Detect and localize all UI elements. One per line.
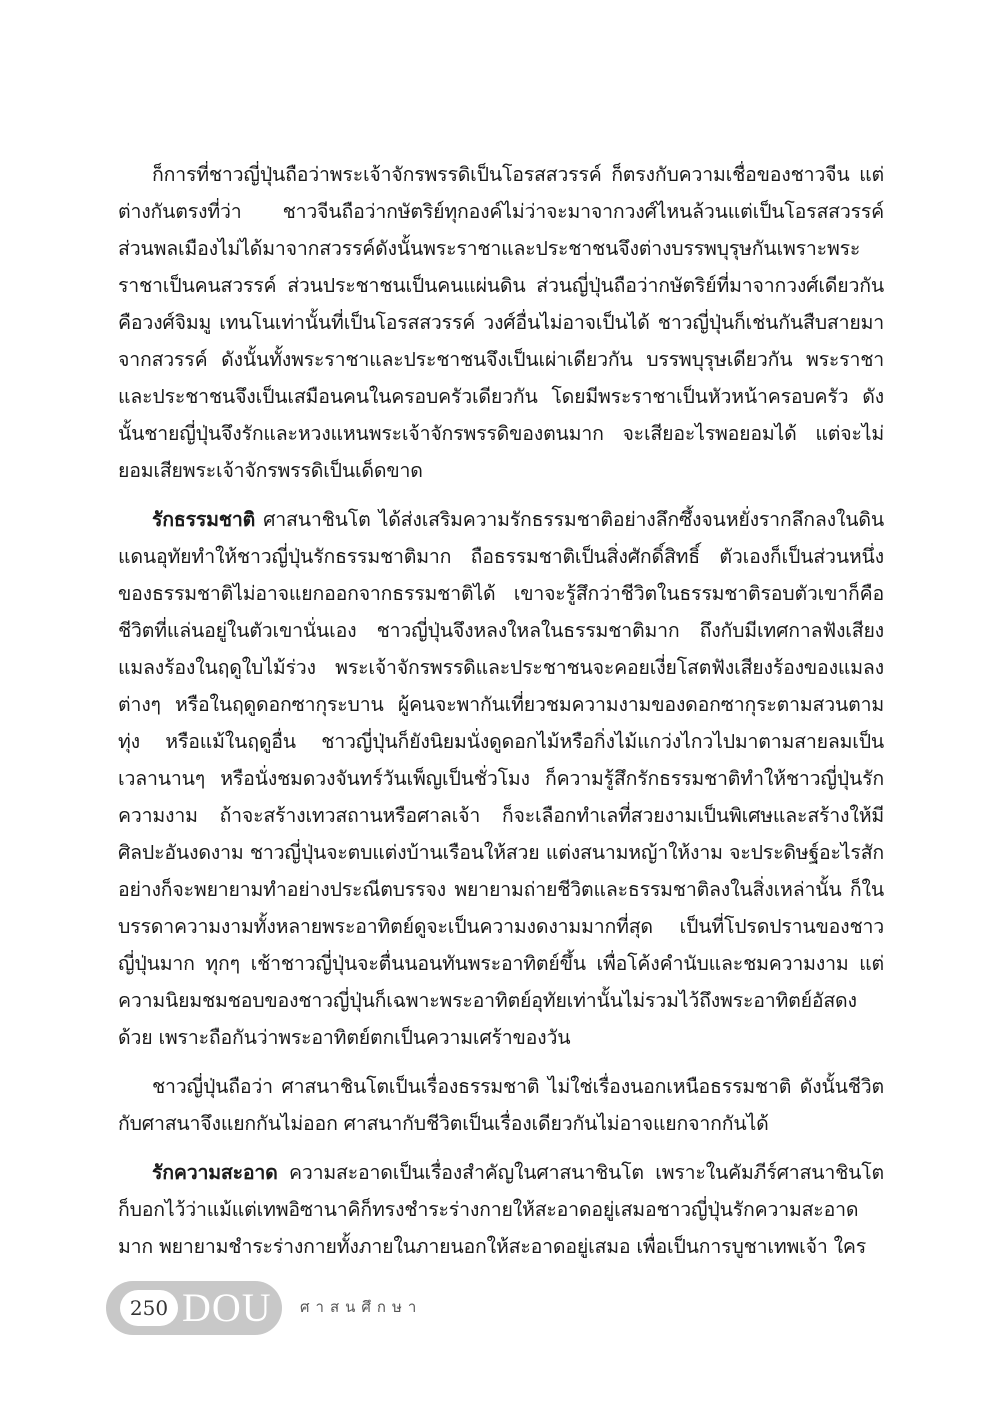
paragraph-love-of-cleanliness	[118, 1154, 884, 1265]
page-footer	[106, 1281, 706, 1335]
page-body	[118, 156, 884, 1273]
section-heading-love-of-cleanliness: รักความสะอาด	[152, 1161, 278, 1184]
course-title: ศาสนศึกษา	[300, 1298, 423, 1316]
paragraph-text: ความสะอาดเป็นเรื่องสำคัญในศาสนาชินโต เพราะในคัมภีร์ศาสนาชินโตก็บอกไว้ว่าแม้แต่เทพอิซานาคิก็ทรงชำระร่างกายให้สะอาดอยู่เสมอชาวญี่ปุ่นรักความสะอาดมาก พยายามชำระร่างกายทั้งภายในภายนอกให้สะอาดอยู่เสมอ เพื่อเป็นการบูชาเทพเจ้า ใคร	[118, 1161, 884, 1258]
section-heading-love-of-nature: รักธรรมชาติ	[152, 508, 256, 531]
page-number: 250	[120, 1290, 178, 1326]
paragraph-love-of-nature	[118, 501, 884, 1056]
paragraph-religion-and-life: ชาวญี่ปุ่นถือว่า ศาสนาชินโตเป็นเรื่องธรรมชาติ ไม่ใช่เรื่องนอกเหนือธรรมชาติ ดังนั้นชีวิตกับศาสนาจึงแยกกันไม่ออก ศาสนากับชีวิตเป็นเรื่องเดียวกันไม่อาจแยกจากกันได้	[118, 1075, 884, 1135]
paragraph-text: ศาสนาชินโต ได้ส่งเสริมความรักธรรมชาติอย่างลึกซึ้งจนหยั่งรากลึกลงในดินแดนอุทัยทำให้ชาวญี่ปุ่นรักธรรมชาติมาก ถือธรรมชาติเป็นสิ่งศักดิ์สิทธิ์ ตัวเองก็เป็นส่วนหนึ่งของธรรมชาติไม่อาจแยกออกจากธรรมชาติได้ เขาจะรู้สึกว่าชีวิตในธรรมชาติรอบตัวเขาก็คือชีวิตที่แล่นอยู่ในตัวเขานั่นเอง ชาวญี่ปุ่นจึงหลงใหลในธรรมชาติมาก ถึงกับมีเทศกาลฟังเสียงแมลงร้องในฤดูใบไม้ร่วง พระเจ้าจักรพรรดิและประชาชนจะคอยเงี่ยโสตฟังเสียงร้องของแมลงต่างๆ หรือในฤดูดอกซากุระบาน ผู้คนจะพากันเที่ยวชมความงามของดอกซากุระตามสวนตามทุ่ง หรือแม้ในฤดูอื่น ชาวญี่ปุ่นก็ยังนิยมนั่งดูดอกไม้หรือกิ่งไม้แกว่งไกวไปมาตามสายลมเป็นเวลานานๆ หรือนั่งชมดวงจันทร์วันเพ็ญเป็นชั่วโมง ก็ความรู้สึกรักธรรมชาติทำให้ชาวญี่ปุ่นรักความงาม ถ้าจะสร้างเทวสถานหรือศาลเจ้า ก็จะเลือกทำเลที่สวยงามเป็นพิเศษและสร้างให้มีศิลปะอันงดงาม ชาวญี่ปุ่นจะตบแต่งบ้านเรือนให้สวย แต่งสนามหญ้าให้งาม จะประดิษฐ์อะไรสักอย่างก็จะพยายามทำอย่างประณีตบรรจง พยายามถ่ายชีวิตและธรรมชาติลงในสิ่งเหล่านั้น ก็ในบรรดาความงามทั้งหลายพระอาทิตย์ดูจะเป็นความงดงามมากที่สุด เป็นที่โปรดปรานของชาวญี่ปุ่นมาก ทุกๆ เช้าชาวญี่ปุ่นจะตื่นนอนทันพระอาทิตย์ขึ้น เพื่อโค้งคำนับและชมความงาม แต่ความนิยมชมชอบของชาวญี่ปุ่นก็เฉพาะพระอาทิตย์อุทัยเท่านั้นไม่รวมไว้ถึงพระอาทิตย์อัสดงด้วย เพราะถือกันว่าพระอาทิตย์ตกเป็นความเศร้าของวัน	[118, 508, 884, 1049]
brand-logo-text: DOU	[182, 1285, 272, 1330]
footer-badge	[106, 1281, 282, 1335]
paragraph-divine-origin: ก็การที่ชาวญี่ปุ่นถือว่าพระเจ้าจักรพรรดิเป็นโอรสสวรรค์ ก็ตรงกับความเชื่อของชาวจีน แต่ต่างกันตรงที่ว่า ชาวจีนถือว่ากษัตริย์ทุกองค์ไม่ว่าจะมาจากวงศ์ไหนล้วนแต่เป็นโอรสสวรรค์ ส่วนพลเมืองไม่ได้มาจากสวรรค์ดังนั้นพระราชาและประชาชนจึงต่างบรรพบุรุษกันเพราะพระราชาเป็นคนสวรรค์ ส่วนประชาชนเป็นคนแผ่นดิน ส่วนญี่ปุ่นถือว่ากษัตริย์ที่มาจากวงศ์เดียวกันคือวงศ์จิมมู เทนโนเท่านั้นที่เป็นโอรสสวรรค์ วงศ์อื่นไม่อาจเป็นได้ ชาวญี่ปุ่นก็เช่นกันสืบสายมาจากสวรรค์ ดังนั้นทั้งพระราชาและประชาชนจึงเป็นเผ่าเดียวกัน บรรพบุรุษเดียวกัน พระราชาและประชาชนจึงเป็นเสมือนคนในครอบครัวเดียวกัน โดยมีพระราชาเป็นหัวหน้าครอบครัว ดังนั้นชายญี่ปุ่นจึงรักและหวงแหนพระเจ้าจักรพรรดิของตนมาก จะเสียอะไรพอยอมได้ แต่จะไม่ยอมเสียพระเจ้าจักรพรรดิเป็นเด็ดขาด	[118, 163, 884, 482]
